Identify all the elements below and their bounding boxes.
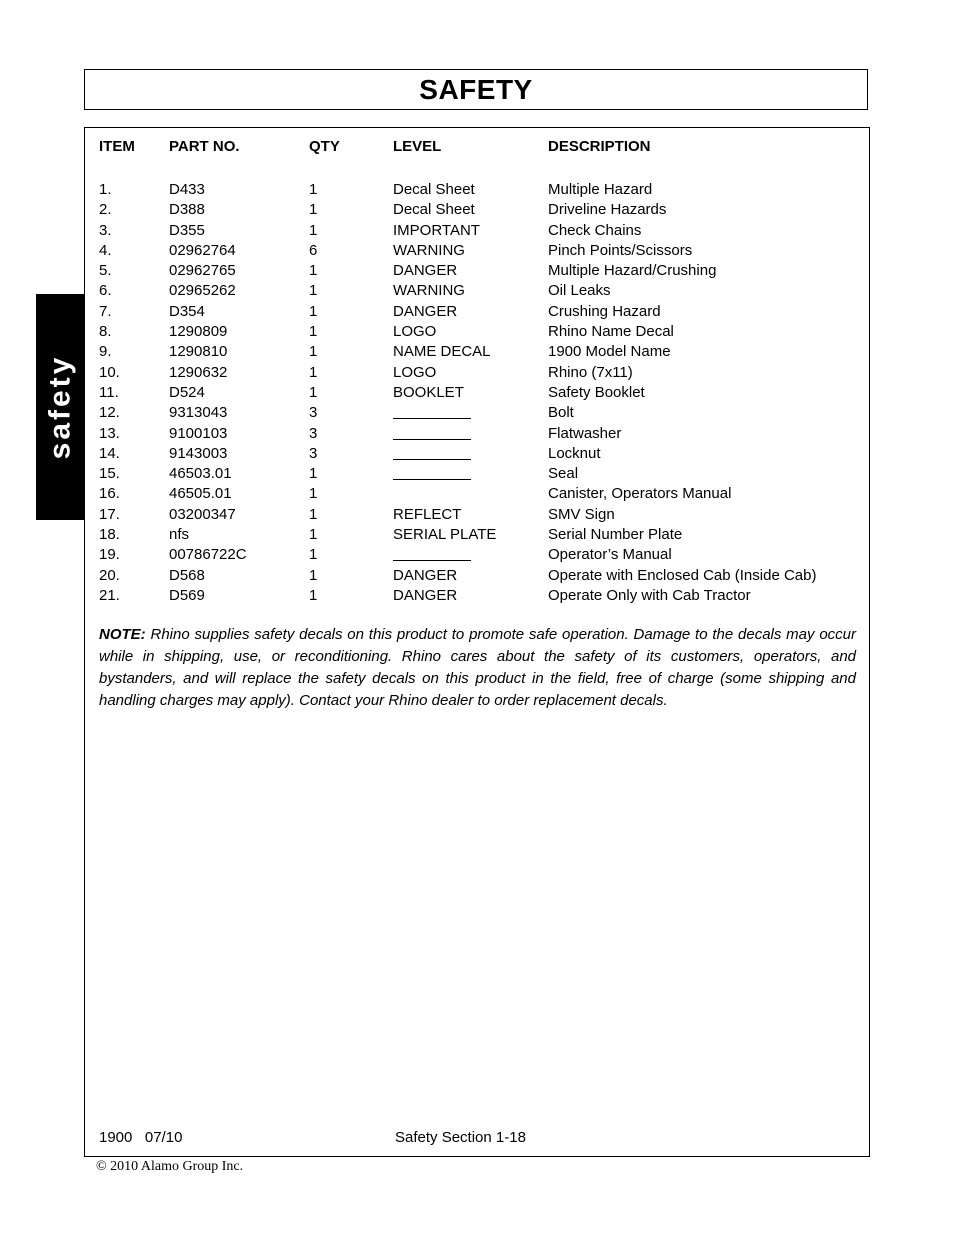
cell-description: Seal — [548, 465, 579, 483]
cell-description: Oil Leaks — [548, 282, 611, 300]
cell-part-no: nfs — [169, 526, 190, 544]
cell-qty: 1 — [309, 282, 318, 300]
cell-part-no: 00786722C — [169, 546, 247, 564]
cell-item: 9. — [99, 343, 112, 361]
parts-table — [99, 138, 848, 607]
cell-level: REFLECT — [393, 505, 462, 523]
cell-item: 19. — [99, 546, 120, 564]
cell-level: DANGER — [393, 586, 458, 604]
table-row — [99, 242, 848, 262]
cell-item: 5. — [99, 262, 112, 280]
note-text: Rhino supplies safety decals on this product to promote safe operation. Damage to the decals may occur while in shipping, use, or reconditioning. Rhino cares about the safety of its customers, operators, and bystanders, and will replace the safety decals on this product in the field, free of charge (some shipping and handling charges may apply). Contact your Rhino dealer to order replacement decals. — [99, 626, 856, 709]
cell-part-no: 1290632 — [169, 363, 228, 381]
table-row — [99, 323, 848, 343]
side-tab-label: safety — [43, 354, 76, 460]
cell-part-no: 02962765 — [169, 262, 236, 280]
blank-level-line — [393, 445, 471, 460]
cell-part-no: 46503.01 — [169, 465, 232, 483]
cell-qty: 3 — [309, 444, 318, 462]
cell-qty: 1 — [309, 343, 318, 361]
note-label: NOTE: — [99, 626, 146, 643]
cell-qty: 3 — [309, 404, 318, 422]
cell-part-no: 03200347 — [169, 505, 236, 523]
cell-qty: 1 — [309, 323, 318, 341]
cell-item: 1. — [99, 181, 112, 198]
cell-qty: 1 — [309, 566, 318, 584]
cell-qty: 6 — [309, 241, 318, 259]
cell-part-no: 02962764 — [169, 241, 236, 259]
cell-qty: 1 — [309, 526, 318, 544]
cell-description: Rhino Name Decal — [548, 323, 674, 341]
cell-level: WARNING — [393, 241, 465, 259]
column-header-item: ITEM — [99, 138, 135, 155]
footer-section-page: Safety Section 1-18 — [395, 1129, 526, 1146]
cell-item: 4. — [99, 241, 112, 259]
footer-model-date: 1900 07/10 — [99, 1129, 183, 1146]
cell-qty: 1 — [309, 546, 318, 564]
cell-level — [393, 546, 548, 566]
cell-level: SERIAL PLATE — [393, 526, 497, 544]
cell-level — [393, 465, 548, 485]
cell-level — [393, 404, 548, 424]
table-row — [99, 465, 848, 485]
page-header — [84, 69, 868, 110]
cell-part-no: 02965262 — [169, 282, 236, 300]
table-row — [99, 343, 848, 363]
cell-qty: 1 — [309, 485, 318, 503]
cell-qty: 3 — [309, 424, 318, 442]
table-row — [99, 587, 848, 607]
cell-qty: 1 — [309, 201, 318, 219]
table-row — [99, 201, 848, 221]
table-row — [99, 506, 848, 526]
table-row — [99, 282, 848, 302]
blank-level-line — [393, 465, 471, 480]
table-row — [99, 181, 848, 201]
cell-item: 15. — [99, 465, 120, 483]
cell-item: 10. — [99, 363, 120, 381]
cell-item: 8. — [99, 323, 112, 341]
cell-item: 16. — [99, 485, 120, 503]
cell-description: Safety Booklet — [548, 383, 645, 401]
cell-description: Canister, Operators Manual — [548, 485, 732, 503]
cell-description: Bolt — [548, 404, 574, 422]
cell-item: 13. — [99, 424, 120, 442]
cell-level: DANGER — [393, 302, 458, 320]
page-title: SAFETY — [419, 73, 533, 105]
cell-description: Flatwasher — [548, 424, 622, 442]
cell-description: Check Chains — [548, 221, 642, 239]
cell-level: LOGO — [393, 363, 437, 381]
table-row — [99, 364, 848, 384]
cell-qty: 1 — [309, 302, 318, 320]
column-header-part-no: PART NO. — [169, 138, 240, 155]
cell-qty: 1 — [309, 383, 318, 401]
column-header-qty: QTY — [309, 138, 340, 155]
cell-level — [393, 445, 548, 465]
cell-description: Crushing Hazard — [548, 302, 661, 320]
cell-qty: 1 — [309, 465, 318, 483]
cell-part-no: D524 — [169, 383, 205, 401]
cell-level: NAME DECAL — [393, 343, 491, 361]
cell-part-no: D569 — [169, 586, 205, 604]
cell-description: SMV Sign — [548, 505, 615, 523]
cell-part-no: 46505.01 — [169, 485, 232, 503]
cell-level: DANGER — [393, 566, 458, 584]
table-row — [99, 404, 848, 424]
cell-part-no: 1290809 — [169, 323, 228, 341]
cell-description: Multiple Hazard — [548, 181, 653, 198]
copyright-notice: © 2010 Alamo Group Inc. — [96, 1159, 244, 1174]
column-header-level: LEVEL — [393, 138, 442, 155]
table-header-row — [99, 138, 848, 181]
cell-item: 12. — [99, 404, 120, 422]
cell-part-no: 9100103 — [169, 424, 228, 442]
cell-qty: 1 — [309, 363, 318, 381]
cell-item: 17. — [99, 505, 120, 523]
cell-part-no: 1290810 — [169, 343, 228, 361]
table-row — [99, 384, 848, 404]
cell-description: Operate with Enclosed Cab (Inside Cab) — [548, 566, 817, 584]
blank-level-line — [393, 404, 471, 419]
cell-description: Serial Number Plate — [548, 526, 683, 544]
cell-level — [393, 485, 548, 505]
cell-part-no: D354 — [169, 302, 205, 320]
cell-level: LOGO — [393, 323, 437, 341]
cell-part-no: D388 — [169, 201, 205, 219]
cell-item: 3. — [99, 221, 112, 239]
cell-qty: 1 — [309, 221, 318, 239]
cell-part-no: 9313043 — [169, 404, 228, 422]
content-panel — [84, 127, 870, 1157]
cell-qty: 1 — [309, 181, 318, 198]
blank-level-line — [393, 546, 471, 561]
cell-description: Operator’s Manual — [548, 546, 672, 564]
table-row — [99, 222, 848, 242]
cell-item: 11. — [99, 383, 119, 401]
cell-item: 7. — [99, 302, 112, 320]
cell-qty: 1 — [309, 262, 318, 280]
cell-qty: 1 — [309, 586, 318, 604]
cell-description: Driveline Hazards — [548, 201, 667, 219]
table-row — [99, 262, 848, 282]
cell-description: Rhino (7x11) — [548, 363, 633, 381]
cell-part-no: 9143003 — [169, 444, 228, 462]
cell-description: Multiple Hazard/Crushing — [548, 262, 717, 280]
cell-item: 2. — [99, 201, 112, 219]
cell-item: 6. — [99, 282, 112, 300]
table-row — [99, 485, 848, 505]
section-side-tab — [36, 294, 84, 520]
cell-description: Operate Only with Cab Tractor — [548, 586, 751, 604]
table-row — [99, 526, 848, 546]
cell-level — [393, 425, 548, 445]
cell-level: IMPORTANT — [393, 221, 480, 239]
cell-part-no: D355 — [169, 221, 205, 239]
cell-description: 1900 Model Name — [548, 343, 671, 361]
table-row — [99, 425, 848, 445]
cell-part-no: D433 — [169, 181, 205, 198]
cell-description: Pinch Points/Scissors — [548, 241, 693, 259]
cell-level: Decal Sheet — [393, 181, 475, 198]
column-header-description: DESCRIPTION — [548, 138, 651, 155]
parts-table-body — [99, 181, 848, 607]
cell-qty: 1 — [309, 505, 318, 523]
cell-level: WARNING — [393, 282, 465, 300]
cell-item: 21. — [99, 586, 120, 604]
blank-level-line — [393, 425, 471, 440]
table-row — [99, 445, 848, 465]
cell-item: 14. — [99, 444, 120, 462]
cell-level: Decal Sheet — [393, 201, 475, 219]
cell-level: BOOKLET — [393, 383, 464, 401]
table-row — [99, 303, 848, 323]
table-row — [99, 567, 848, 587]
cell-part-no: D568 — [169, 566, 205, 584]
safety-note — [99, 624, 856, 712]
table-row — [99, 546, 848, 566]
cell-level: DANGER — [393, 262, 458, 280]
cell-item: 18. — [99, 526, 120, 544]
cell-description: Locknut — [548, 444, 601, 462]
cell-item: 20. — [99, 566, 120, 584]
